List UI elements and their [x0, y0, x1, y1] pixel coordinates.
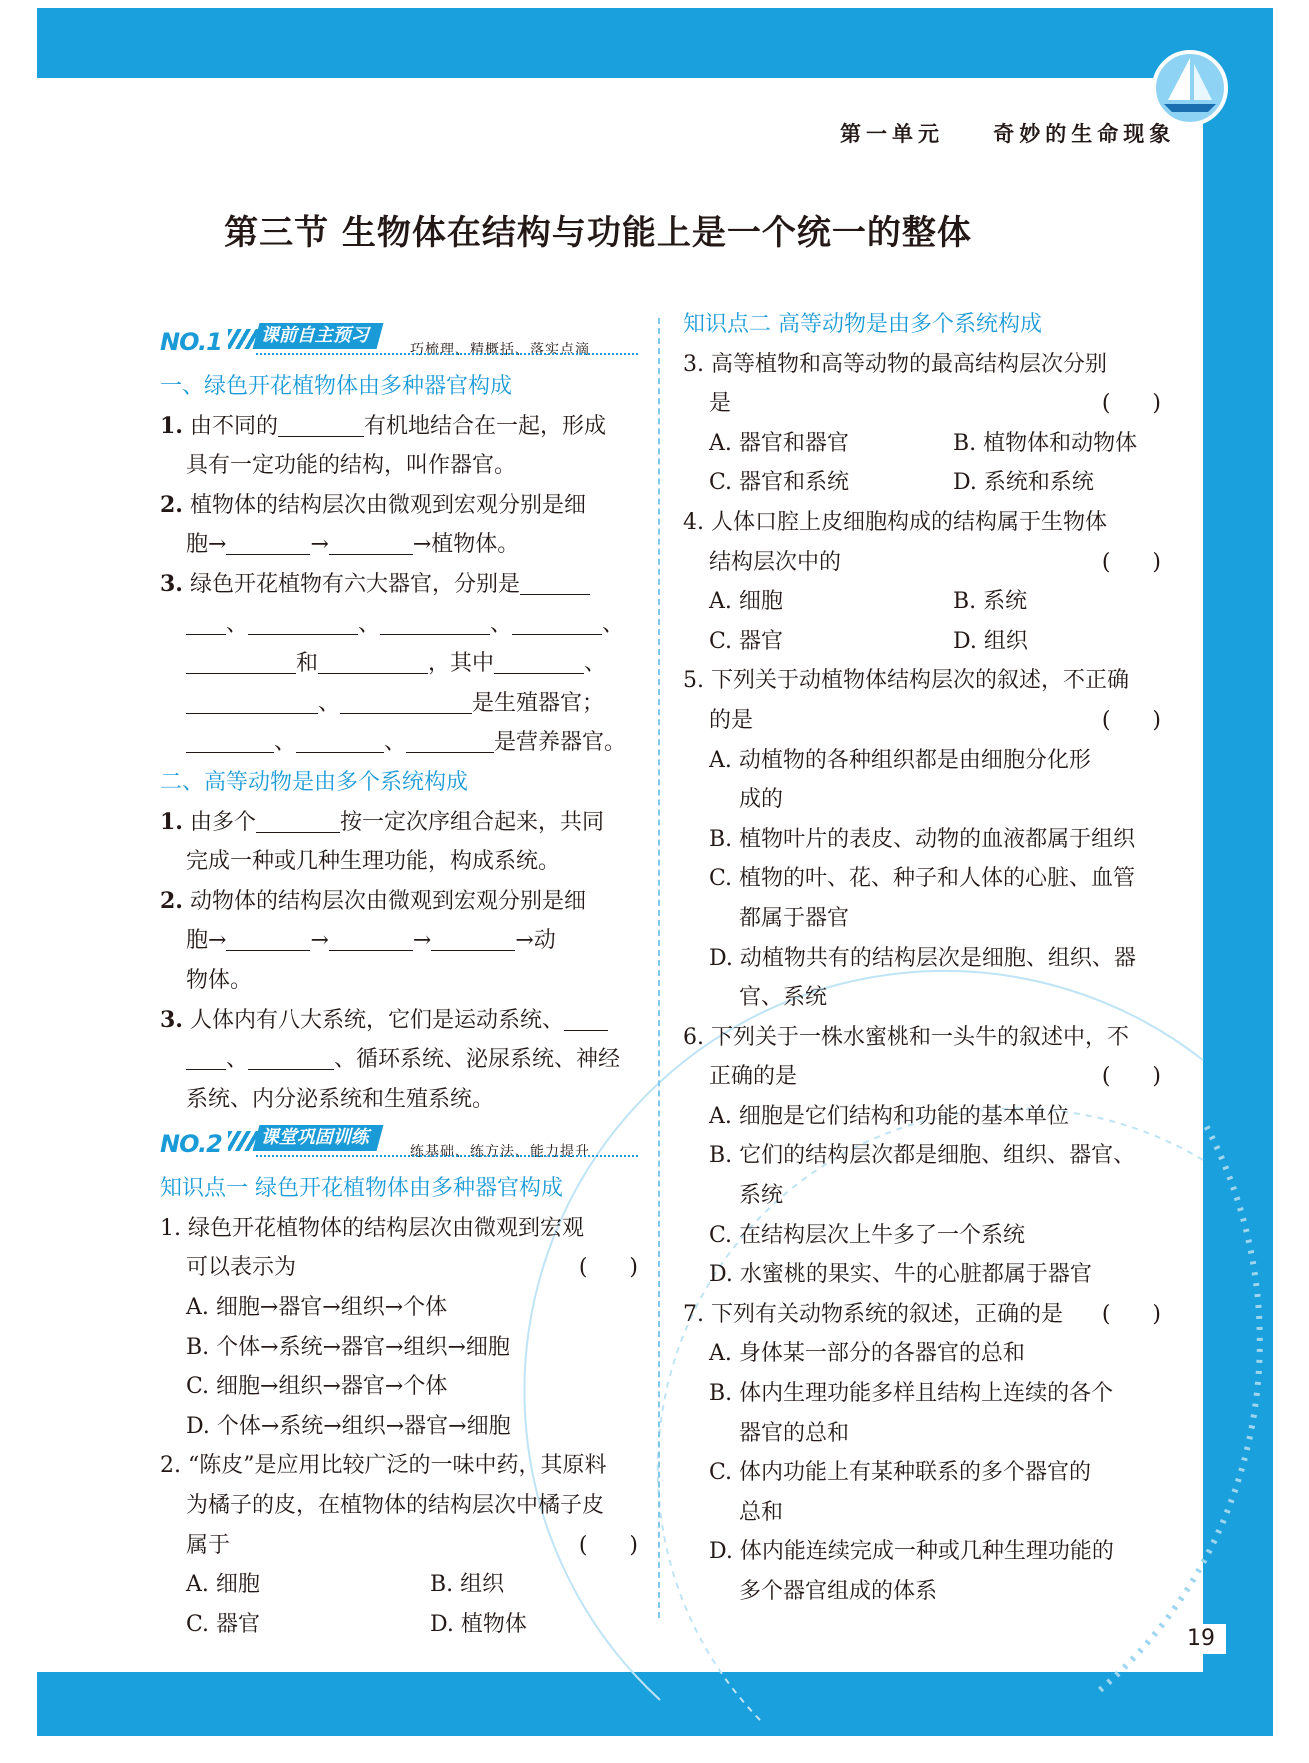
option-c[interactable]: C. 器官: [709, 628, 784, 654]
bottom-band: [37, 1672, 1273, 1736]
answer-blank[interactable]: [278, 412, 364, 437]
preview-item-2-cont: 胞→ → →植物体。: [186, 532, 520, 558]
preview-item-1-cont: 具有一定功能的结构，叫作器官。: [186, 453, 517, 479]
option-c[interactable]: C. 体内功能上有某种联系的多个器官的: [709, 1460, 1092, 1486]
preview-item-3-cont2: 和 ，其中 、: [160, 644, 638, 684]
page-number: 19: [1176, 1624, 1226, 1654]
right-column: [683, 305, 1161, 1612]
preview-item-5: 2. 动物体的结构层次由微观到宏观分别是细: [160, 887, 586, 914]
option-d[interactable]: D. 组织: [953, 628, 1028, 654]
knowledge-point-1: 知识点一 绿色开花植物体由多种器官构成: [160, 1176, 563, 1202]
preview-item-1: 1. 由不同的 有机地结合在一起，形成: [160, 412, 606, 439]
option-b[interactable]: B. 组织: [430, 1572, 505, 1598]
option-b[interactable]: B. 体内生理功能多样且结构上连续的各个: [709, 1381, 1114, 1407]
question-5-cont: 的是 ( ): [683, 701, 1161, 741]
option-c[interactable]: C. 细胞→组织→器官→个体: [186, 1374, 448, 1400]
option-a[interactable]: A. 细胞: [186, 1572, 260, 1598]
answer-parentheses[interactable]: ( ): [1101, 391, 1161, 417]
option-c[interactable]: C. 器官: [186, 1611, 261, 1637]
answer-blank[interactable]: [512, 610, 602, 635]
question-6: 6. 下列关于一株水蜜桃和一头牛的叙述中，不: [683, 1024, 1129, 1050]
no2-subtitle: 练基础、练方法、能力提升: [410, 1144, 590, 1161]
preview-item-6-cont2: 系统、内分泌系统和生殖系统。: [186, 1086, 495, 1112]
answer-blank[interactable]: [248, 1045, 334, 1070]
answer-blank[interactable]: [248, 610, 358, 635]
option-a[interactable]: A. 动植物的各种组织都是由细胞分化形: [709, 747, 1091, 773]
preview-item-5-cont: 胞→ → → →动: [186, 928, 556, 954]
option-b[interactable]: B. 系统: [953, 589, 1028, 615]
preview-item-4-cont: 完成一种或几种生理功能，构成系统。: [186, 849, 561, 875]
top-band: [37, 8, 1273, 78]
sailboat-logo-icon: [1150, 48, 1230, 128]
question-6-cont: 正确的是 ( ): [683, 1057, 1161, 1097]
question-1: 1. 绿色开花植物体的结构层次由微观到宏观: [160, 1215, 584, 1241]
option-a[interactable]: A. 细胞: [709, 589, 783, 615]
option-d[interactable]: D. 水蜜桃的果实、牛的心脏都属于器官: [709, 1262, 1092, 1288]
left-column: [160, 321, 638, 1644]
option-d[interactable]: D. 系统和系统: [953, 470, 1094, 496]
option-a[interactable]: A. 细胞→器官→组织→个体: [186, 1295, 448, 1321]
no1-label: NO.1: [160, 328, 222, 356]
question-7: 7. 下列有关动物系统的叙述，正确的是 ( ): [683, 1295, 1161, 1335]
answer-parentheses[interactable]: ( ): [578, 1532, 638, 1558]
option-c-cont: 都属于器官: [739, 905, 850, 931]
question-2: 2. “陈皮”是应用比较广泛的一味中药，其原料: [160, 1453, 607, 1479]
option-b[interactable]: B. 植物叶片的表皮、动物的血液都属于组织: [709, 826, 1136, 852]
option-c[interactable]: C. 器官和系统: [709, 470, 850, 496]
section2-heading: 二、高等动物是由多个系统构成: [160, 769, 469, 795]
option-b-cont: 器官的总和: [739, 1420, 850, 1446]
option-a-cont: 成的: [739, 787, 784, 813]
no1-subtitle: 巧梳理、精概括、落实点滴: [410, 342, 590, 358]
answer-blank[interactable]: [329, 926, 413, 951]
answer-parentheses[interactable]: ( ): [1101, 549, 1161, 575]
knowledge-point-2: 知识点二 高等动物是由多个系统构成: [683, 312, 1042, 337]
right-band: [1203, 8, 1273, 1736]
options-row: [160, 1605, 638, 1645]
answer-parentheses[interactable]: ( ): [1101, 1301, 1161, 1327]
option-b[interactable]: B. 植物体和动物体: [953, 430, 1138, 456]
options-row: [683, 424, 1161, 464]
no1-tag: 课前自主预习: [253, 323, 384, 349]
option-b[interactable]: B. 个体→系统→器官→组织→细胞: [186, 1334, 510, 1360]
preview-item-3-cont3: 、 是生殖器官；: [160, 684, 638, 724]
dotted-rule: [256, 353, 638, 355]
question-4-cont: 结构层次中的 ( ): [683, 543, 1161, 583]
preview-item-2: 2. 植物体的结构层次由微观到宏观分别是细: [160, 491, 586, 518]
option-a[interactable]: A. 身体某一部分的各器官的总和: [709, 1341, 1025, 1367]
answer-blank[interactable]: [318, 649, 428, 674]
answer-blank[interactable]: [186, 649, 296, 674]
answer-blank[interactable]: [329, 530, 413, 555]
question-5: 5. 下列关于动植物体结构层次的叙述，不正确: [683, 668, 1129, 694]
question-1-cont: 可以表示为 ( ): [160, 1248, 638, 1288]
answer-blank[interactable]: [520, 570, 590, 595]
option-c-cont: 总和: [739, 1499, 784, 1525]
no2-banner: [160, 1123, 638, 1163]
unit-header: 第一单元 奇妙的生命现象: [840, 121, 1176, 146]
answer-blank[interactable]: [256, 808, 340, 833]
question-2-cont: 为橘子的皮，在植物体的结构层次中橘子皮: [186, 1493, 605, 1519]
no2-label: NO.2: [160, 1130, 222, 1159]
answer-blank[interactable]: [226, 530, 310, 555]
options-row: [683, 582, 1161, 622]
answer-parentheses[interactable]: ( ): [1101, 707, 1161, 733]
dotted-rule: [256, 1155, 638, 1157]
options-row: [683, 463, 1161, 503]
option-d[interactable]: D. 植物体: [430, 1611, 527, 1637]
answer-blank[interactable]: [494, 649, 584, 674]
preview-item-6: 3. 人体内有八大系统，它们是运动系统、: [160, 1001, 638, 1041]
option-c[interactable]: C. 植物的叶、花、种子和人体的心脏、血管: [709, 866, 1136, 892]
option-d[interactable]: D. 体内能连续完成一种或几种生理功能的: [709, 1539, 1114, 1565]
answer-blank[interactable]: [406, 728, 494, 753]
preview-item-6-cont: 、 、循环系统、泌尿系统、神经: [160, 1040, 638, 1080]
answer-blank[interactable]: [186, 610, 226, 635]
option-d[interactable]: D. 个体→系统→组织→器官→细胞: [186, 1413, 511, 1439]
preview-item-5-cont2: 物体。: [186, 967, 253, 993]
answer-blank[interactable]: [431, 926, 515, 951]
column-divider: [658, 318, 660, 1618]
preview-item-4: 1. 由多个 按一定次序组合起来，共同: [160, 808, 604, 835]
no1-banner: [160, 321, 638, 361]
answer-blank[interactable]: [186, 1045, 226, 1070]
answer-blank[interactable]: [340, 689, 472, 714]
question-2-cont2: 属于 ( ): [160, 1526, 638, 1566]
answer-blank[interactable]: [186, 728, 274, 753]
option-d-cont: 多个器官组成的体系: [739, 1579, 938, 1604]
options-row: [160, 1565, 638, 1605]
preview-item-3: 3. 绿色开花植物有六大器官，分别是: [160, 565, 638, 605]
answer-blank[interactable]: [186, 689, 318, 714]
answer-blank[interactable]: [226, 926, 310, 951]
option-a[interactable]: A. 器官和器官: [709, 430, 849, 456]
option-d[interactable]: D. 动植物共有的结构层次是细胞、组织、器: [709, 945, 1136, 971]
option-a[interactable]: A. 细胞是它们结构和功能的基本单位: [709, 1103, 1069, 1129]
answer-blank[interactable]: [564, 1006, 608, 1031]
option-d-cont: 官、系统: [739, 985, 828, 1011]
answer-parentheses[interactable]: ( ): [1101, 1064, 1161, 1090]
page-title: 第三节 生物体在结构与功能上是一个统一的整体: [224, 213, 972, 253]
answer-parentheses[interactable]: ( ): [578, 1255, 638, 1281]
preview-item-3-cont1: 、 、 、 、: [160, 605, 638, 645]
no2-tag: 课堂巩固训练: [253, 1125, 384, 1151]
question-3: 3. 高等植物和高等动物的最高结构层次分别: [683, 351, 1107, 377]
question-3-cont: 是 ( ): [683, 384, 1161, 424]
question-4: 4. 人体口腔上皮细胞构成的结构属于生物体: [683, 509, 1107, 535]
option-b[interactable]: B. 它们的结构层次都是细胞、组织、器官、: [709, 1143, 1136, 1169]
option-c[interactable]: C. 在结构层次上牛多了一个系统: [709, 1222, 1026, 1248]
answer-blank[interactable]: [296, 728, 384, 753]
preview-item-3-cont4: 、 、 是营养器官。: [160, 723, 638, 763]
section1-heading: 一、绿色开花植物体由多种器官构成: [160, 374, 513, 399]
options-row: [683, 622, 1161, 662]
option-b-cont: 系统: [739, 1183, 784, 1209]
answer-blank[interactable]: [380, 610, 490, 635]
